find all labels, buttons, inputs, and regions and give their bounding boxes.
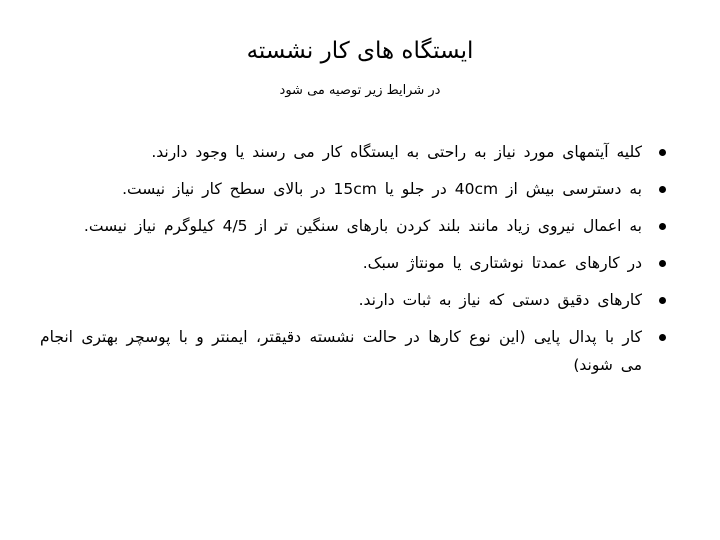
bullet-dot-icon (659, 260, 666, 267)
bullet-dot-icon (659, 334, 666, 341)
bullet-dot-icon (659, 149, 666, 156)
bullet-text: در کارهای عمدتا نوشتاری یا مونتاژ سبک. (362, 254, 642, 272)
bullet-dot-icon (659, 186, 666, 193)
slide-title: ایستگاه های کار نشسته (246, 38, 474, 64)
bullet-text: کار با پدال پایی (این نوع کارها در حالت نشسته دقیقتر، ایمنتر و با پوسچر بهتری انجام می شوند) (40, 328, 642, 374)
bullet-item (40, 286, 670, 314)
bullet-item (40, 249, 670, 277)
bullet-item (40, 212, 670, 240)
bullet-dot-icon (659, 223, 666, 230)
slide-subtitle: در شرایط زیر توصیه می شود (279, 83, 441, 98)
bullet-dot-icon (659, 297, 666, 304)
bullet-text: به دسترسی بیش از 40cm در جلو یا 15cm در بالای سطح کار نیاز نیست. (122, 180, 642, 198)
bullet-text: به اعمال نیروی زیاد مانند بلند کردن بارهای سنگین تر از 4/5 کیلوگرم نیاز نیست. (83, 217, 642, 235)
bullet-item (40, 138, 670, 166)
bullet-text: کارهای دقیق دستی که نیاز به ثبات دارند. (358, 291, 642, 309)
bullet-item (40, 175, 670, 203)
bullet-item (40, 323, 670, 379)
bullet-list (40, 138, 670, 388)
bullet-text: کلیه آیتمهای مورد نیاز به راحتی به ایستگاه کار می رسند یا وجود دارند. (151, 143, 642, 161)
